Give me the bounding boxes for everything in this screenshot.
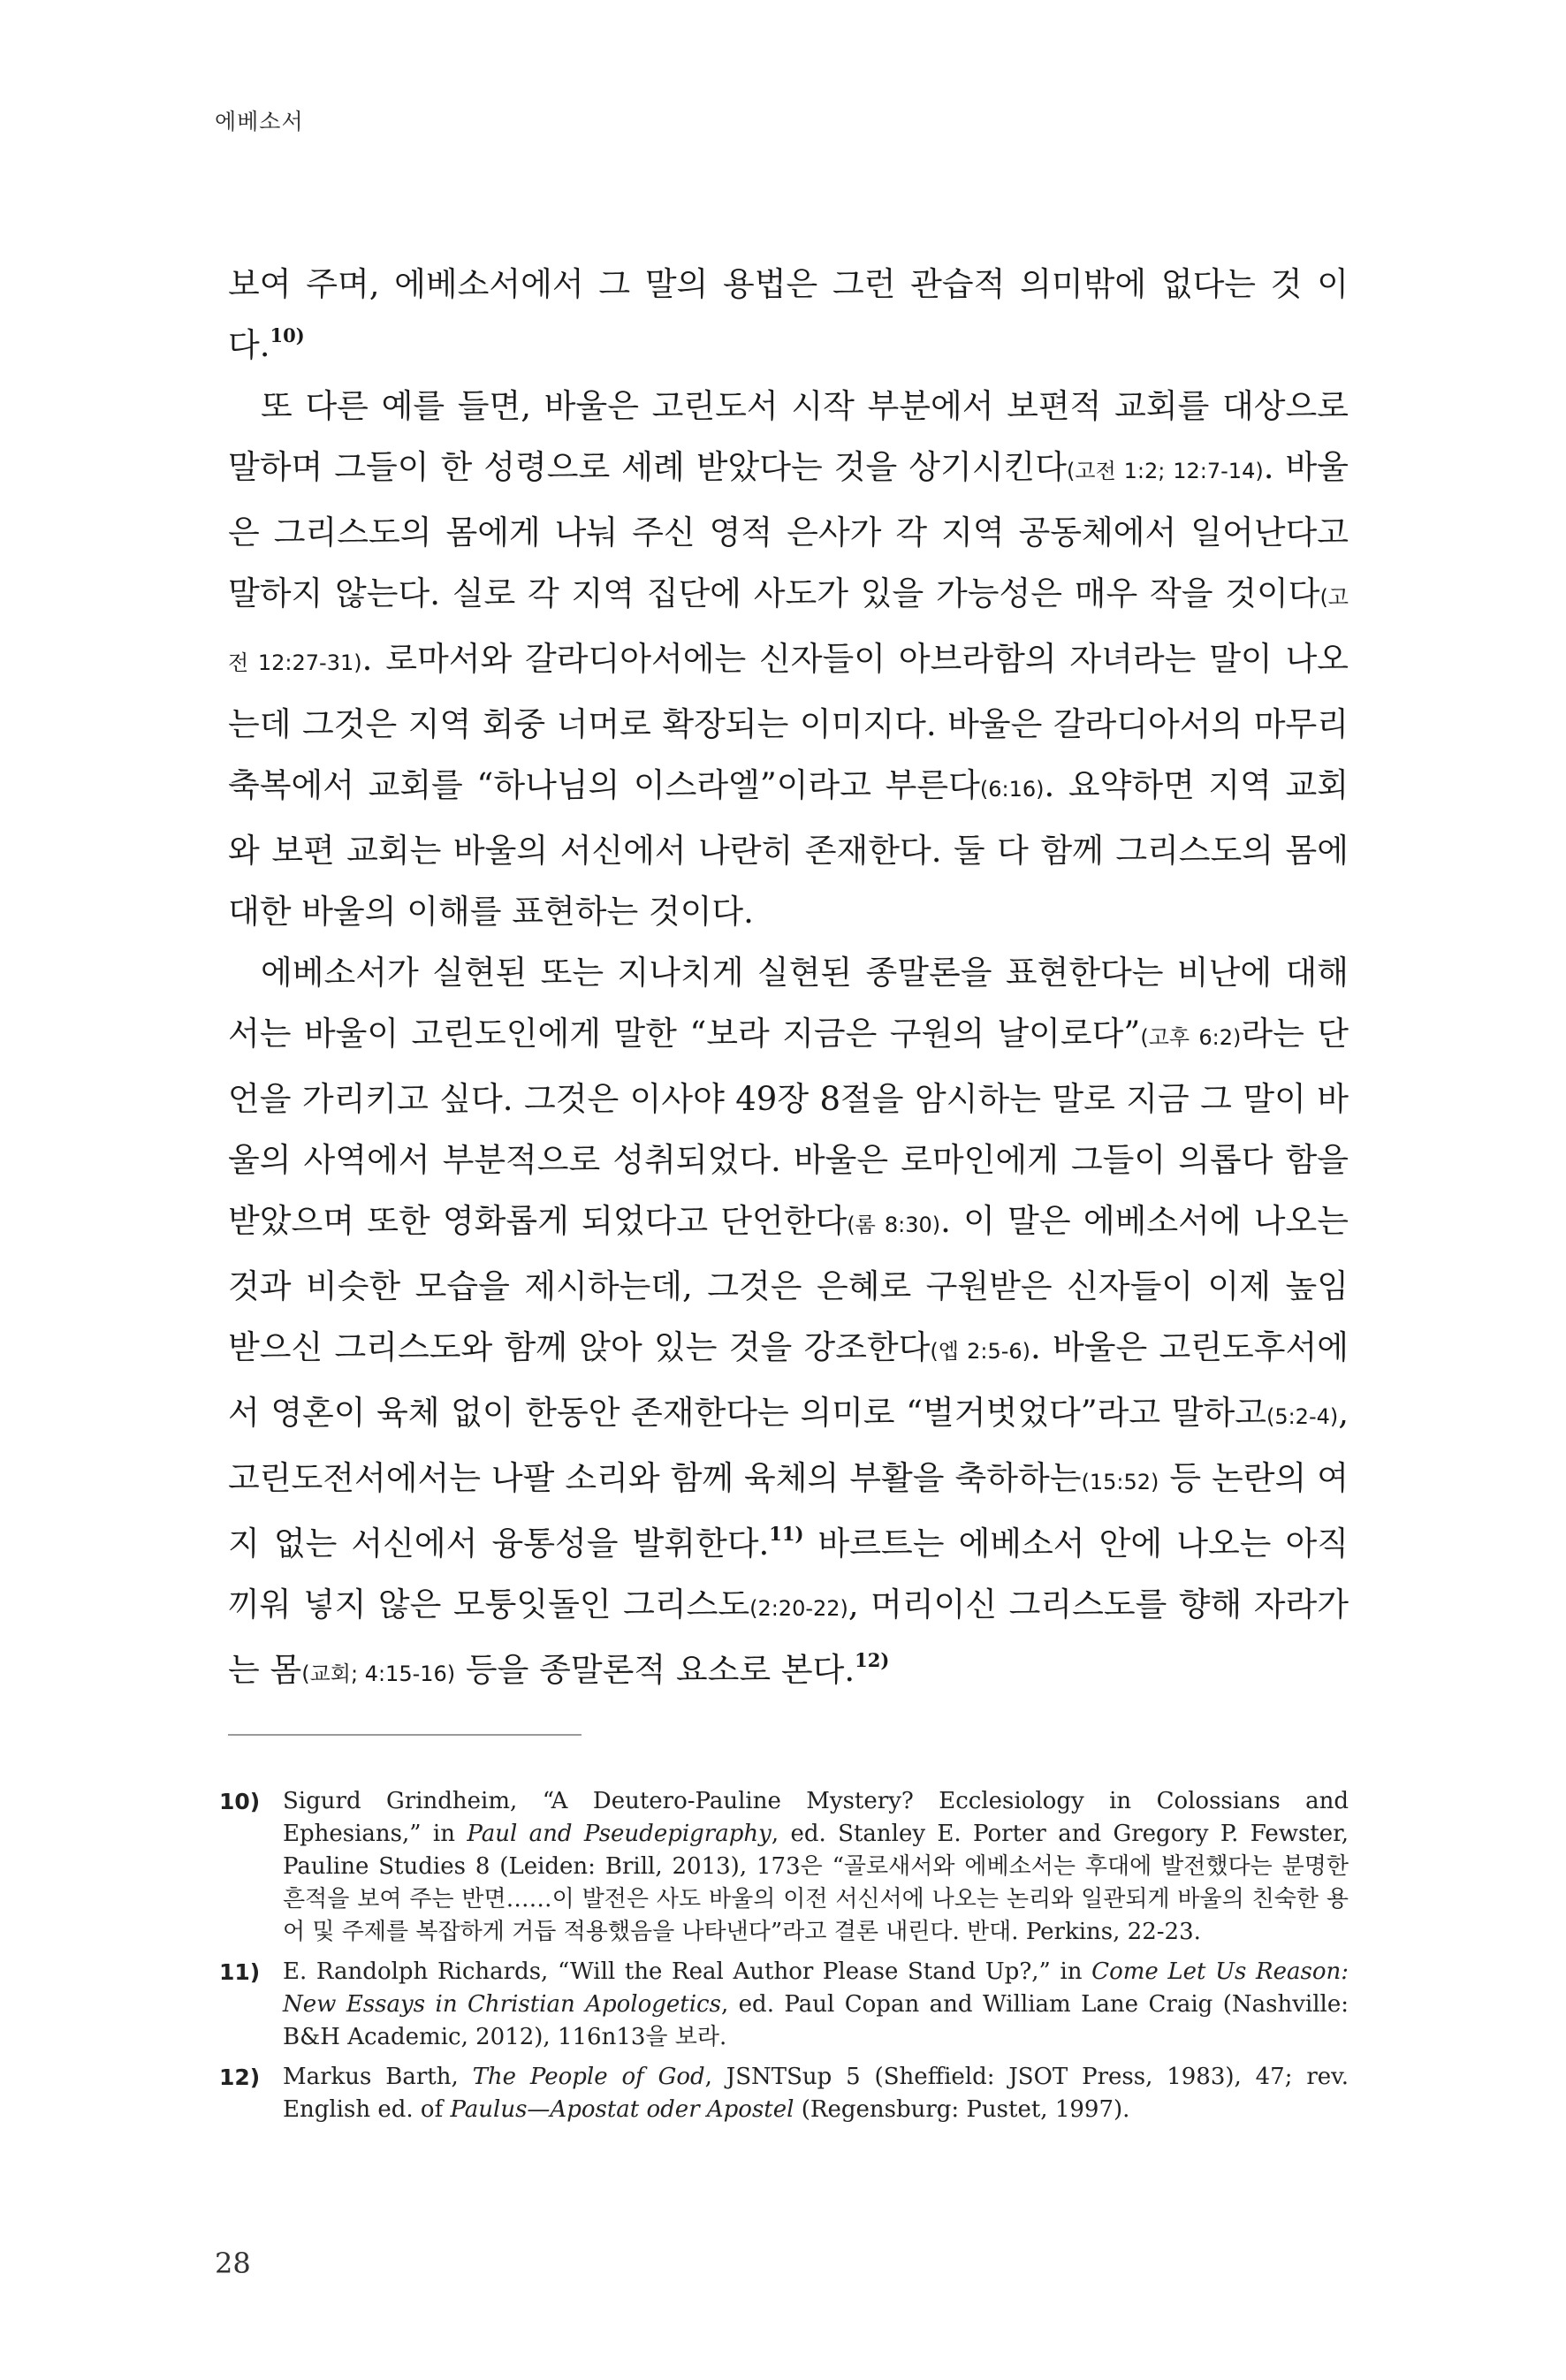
paragraph-1 [228, 254, 1349, 376]
footnote-ref-11[interactable]: 11) [769, 1522, 804, 1545]
footnote-number: 10) [219, 1789, 261, 1814]
running-header: 에베소서 [215, 109, 304, 134]
text-run: (Regensburg: Pustet, 1997). [794, 2096, 1130, 2123]
text-run: Markus Barth, [283, 2064, 473, 2090]
footnote-ref-12[interactable]: 12) [855, 1648, 890, 1671]
scripture-ref: (롬 8:30) [847, 1213, 941, 1237]
text-run: E. Randolph Richards, “Will the Real Author Please Stand Up?,” in [283, 1958, 1092, 1985]
text-run: 등 논란의 여지 없는 서신에서 융통성을 발휘한다. [228, 1459, 1349, 1563]
text-run: . 바울은 고린도후서에서 영혼이 육체 없이 한동안 존재한다는 의미로 “벌거벗었다”라고 말하고 [228, 1328, 1349, 1432]
footnotes [219, 1785, 1349, 2133]
text-run: . 바울은 그리스도의 몸에게 나눠 주신 영적 은사가 각 지역 공동체에서 일어난다고 말하지 않는다. 실로 각 지역 집단에 사도가 있을 가능성은 매우 작을 것이다 [228, 448, 1349, 612]
text-run: . 이 말은 에베소서에 나오는 것과 비슷한 모습을 제시하는데, 그것은 은혜로 구원받은 신자들이 이제 높임 받으신 그리스도와 함께 앉아 있는 것을 강조한다 [228, 1202, 1349, 1366]
paragraph-2 [228, 376, 1349, 942]
scripture-ref: (고전 1:2; 12:7-14) [1067, 459, 1264, 483]
footnote-number: 12) [219, 2064, 261, 2090]
text-run: 보여 주며, 에베소서에서 그 말의 용법은 그런 관습적 의미밖에 없다는 것 이다. [228, 265, 1349, 364]
scripture-ref: (2:20-22) [749, 1596, 848, 1621]
book-title: Paul and Pseudepigraphy [467, 1821, 772, 1847]
scripture-ref: (6:16) [979, 777, 1045, 802]
book-title: Paulus—Apostat oder Apostel [450, 2096, 794, 2123]
text-run: 등을 종말론적 요소로 본다. [455, 1651, 855, 1689]
scripture-ref: (엡 2:5-6) [930, 1339, 1031, 1364]
footnote-text [283, 1956, 1349, 2054]
paragraph-3 [228, 942, 1349, 1705]
scripture-ref: (교회; 4:15-16) [301, 1661, 456, 1686]
footnote-text [283, 2061, 1349, 2126]
scripture-ref: (고전 12:27-31) [228, 585, 1349, 675]
footnote-12 [219, 2061, 1349, 2126]
text-run: . 로마서와 갈라디아서에는 신자들이 아브라함의 자녀라는 말이 나오는데 그것은 지역 회중 너머로 확장되는 이미지다. 바울은 갈라디아서의 마무리 축복에서 교회를 “하나님의 이스라엘”이라고 부른다 [228, 640, 1349, 804]
text-run: , ed. Stanley E. Porter and Gregory P. Fewster, Pauline Studies 8 (Leiden: Brill, 2013), 173은 “골로새서와 에베소서는 후대에 발전했다는 분명한 흔적을 보여 주는 반면……이 발전은 사도 바울의 이전 서신서에 나오는 논리와 일관되게 바울의 친숙한 용어 및 주제를 복잡하게 거듭 적용했음을 나타낸다”라고 결론 내린다. 반대. Perkins, 22-23. [283, 1821, 1349, 1945]
scripture-ref: (5:2-4) [1266, 1404, 1339, 1429]
book-title: Come Let Us Reason: New Essays in Christian Apologetics [283, 1958, 1349, 2018]
footnote-divider [228, 1734, 582, 1736]
text-run: , JSNTSup 5 (Sheffield: JSOT Press, 1983), 47; rev. English ed. of [283, 2064, 1349, 2123]
text-run: . 요약하면 지역 교회와 보편 교회는 바울의 서신에서 나란히 존재한다. 둘 다 함께 그리스도의 몸에 대한 바울의 이해를 표현하는 것이다. [228, 766, 1349, 931]
footnote-10 [219, 1785, 1349, 1949]
footnote-text [283, 1785, 1349, 1949]
text-run: 라는 단언을 가리키고 싶다. 그것은 이사야 49장 8절을 암시하는 말로 지금 그 말이 바울의 사역에서 부분적으로 성취되었다. 바울은 로마인에게 그들이 의롭다 함을 받았으며 또한 영화롭게 되었다고 단언한다 [228, 1015, 1349, 1240]
text-run: Sigurd Grindheim, “A Deutero-Pauline Mystery? Ecclesiology in Colossians and Ephesians,” in [283, 1788, 1349, 1847]
text-run: , 머리이신 그리스도를 향해 자라가는 몸 [228, 1585, 1349, 1689]
text-run: 에베소서가 실현된 또는 지나치게 실현된 종말론을 표현한다는 비난에 대해서는 바울이 고린도인에게 말한 “보라 지금은 구원의 날이로다” [228, 954, 1349, 1053]
scripture-ref: (15:52) [1081, 1470, 1159, 1494]
text-run: 또 다른 예를 들면, 바울은 고린도서 시작 부분에서 보편적 교회를 대상으로 말하며 그들이 한 성령으로 세례 받았다는 것을 상기시킨다 [228, 387, 1349, 486]
book-title: The People of God [472, 2064, 705, 2090]
footnote-number: 11) [219, 1959, 261, 1985]
footnote-11 [219, 1956, 1349, 2054]
text-run: , ed. Paul Copan and William Lane Craig (Nashville: B&H Academic, 2012), 116n13을 보라. [283, 1991, 1349, 2050]
text-run: 바르트는 에베소서 안에 나오는 아직 끼워 넣지 않은 모퉁잇돌인 그리스도 [228, 1525, 1349, 1623]
main-text [228, 254, 1349, 1705]
footnote-ref-10[interactable]: 10) [270, 323, 305, 346]
text-run: , 고린도전서에서는 나팔 소리와 함께 육체의 부활을 축하하는 [228, 1394, 1349, 1497]
scripture-ref: (고후 6:2) [1140, 1025, 1242, 1050]
page-number: 28 [215, 2247, 251, 2280]
